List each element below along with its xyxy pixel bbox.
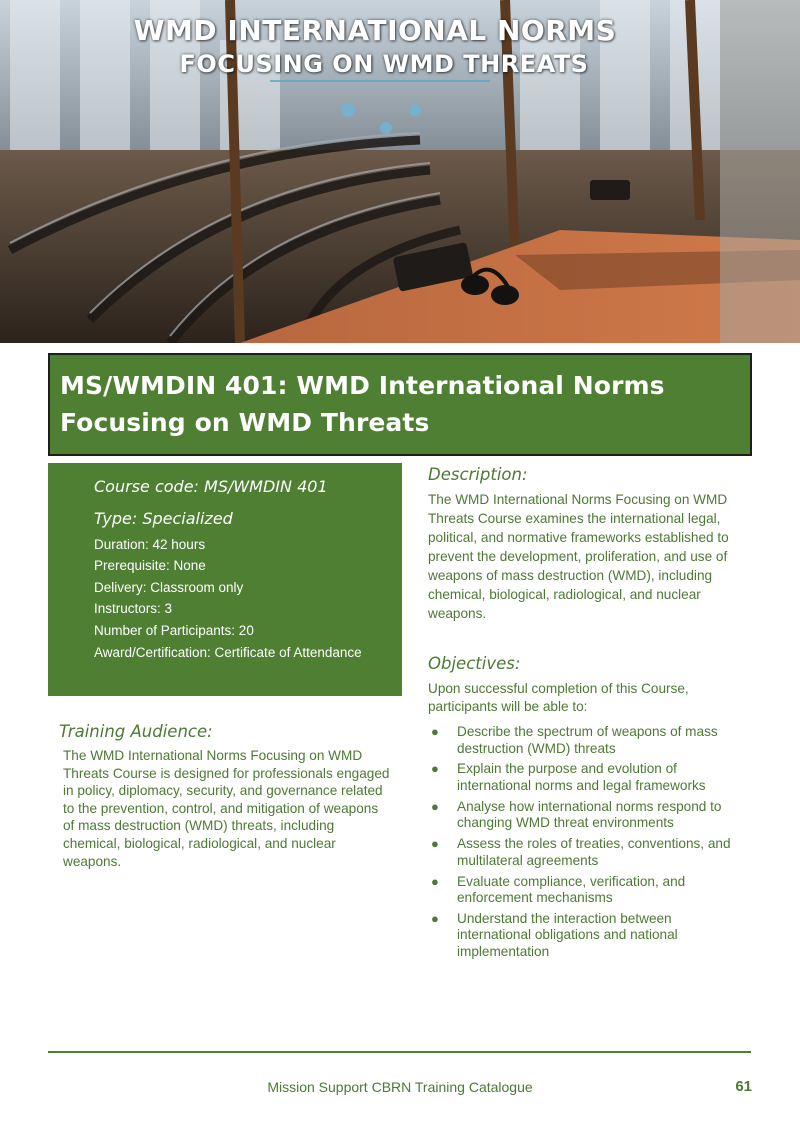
training-audience-heading: Training Audience: <box>59 722 213 741</box>
objectives-list <box>428 724 748 965</box>
footer-divider <box>48 1051 751 1053</box>
bullet-icon: ● <box>431 798 439 814</box>
course-prerequisite: Prerequisite: None <box>94 558 206 574</box>
objective-text: Analyse how international norms respond to changing WMD threat environments <box>457 798 722 831</box>
course-award: Award/Certification: Certificate of Attendance <box>94 644 362 660</box>
objective-text: Assess the roles of treaties, conventions, and multilateral agreements <box>457 836 731 868</box>
course-duration: Duration: 42 hours <box>94 536 206 552</box>
training-audience-text: The WMD International Norms Focusing on WMD Threats Course is designed for professionals engaged in policy, diplomacy, security, and governance related to the prevention, control, and mitigation of weapons of mass destruction (WMD) threats, including chemical, biological, radiological, and nuclear weapons. <box>63 748 390 869</box>
objective-text: Evaluate compliance, verification, and enforcement mechanisms <box>457 873 686 906</box>
list-item <box>428 761 748 794</box>
description-text: The WMD International Norms Focusing on WMD Threats Course examines the international legal, political, and normative frameworks established to prevent the development, proliferation, and use of weapons of mass destruction (WMD), including chemical, biological, radiological, and nuclear weapons. <box>428 492 729 621</box>
bullet-icon: ● <box>431 873 439 889</box>
course-info-panel <box>48 463 402 696</box>
objective-text: Understand the interaction between international obligations and national implementation <box>457 910 678 960</box>
course-participants: Number of Participants: 20 <box>94 622 254 638</box>
page-number: 61 <box>735 1078 752 1095</box>
bullet-icon: ● <box>431 724 439 739</box>
footer-catalogue-title: Mission Support CBRN Training Catalogue <box>267 1079 533 1095</box>
hero-title-line-1: WMD INTERNATIONAL NORMS <box>133 14 617 47</box>
course-code: Course code: MS/WMDIN 401 <box>94 477 328 496</box>
objective-text: Describe the spectrum of weapons of mass destruction (WMD) threats <box>457 724 718 756</box>
bullet-icon: ● <box>431 910 439 926</box>
hero-title-line-2: FOCUSING ON WMD THREATS <box>179 50 589 78</box>
list-item <box>428 911 748 961</box>
description-heading: Description: <box>428 465 528 484</box>
course-instructors: Instructors: 3 <box>94 601 173 617</box>
list-item <box>428 836 748 869</box>
hero-image <box>0 0 800 343</box>
course-type: Type: Specialized <box>94 509 233 528</box>
list-item <box>428 874 748 907</box>
list-item <box>428 724 748 757</box>
course-delivery: Delivery: Classroom only <box>94 579 244 595</box>
objectives-heading: Objectives: <box>428 654 521 673</box>
hero-title-underline <box>270 80 490 82</box>
course-title: MS/WMDIN 401: WMD International Norms Focusing on WMD Threats <box>60 371 665 437</box>
course-title-box <box>48 353 752 456</box>
objectives-intro: Upon successful completion of this Course, participants will be able to: <box>428 681 689 714</box>
objective-text: Explain the purpose and evolution of international norms and legal frameworks <box>457 761 706 793</box>
list-item <box>428 799 748 832</box>
bullet-icon: ● <box>431 836 439 852</box>
bullet-icon: ● <box>431 761 439 777</box>
